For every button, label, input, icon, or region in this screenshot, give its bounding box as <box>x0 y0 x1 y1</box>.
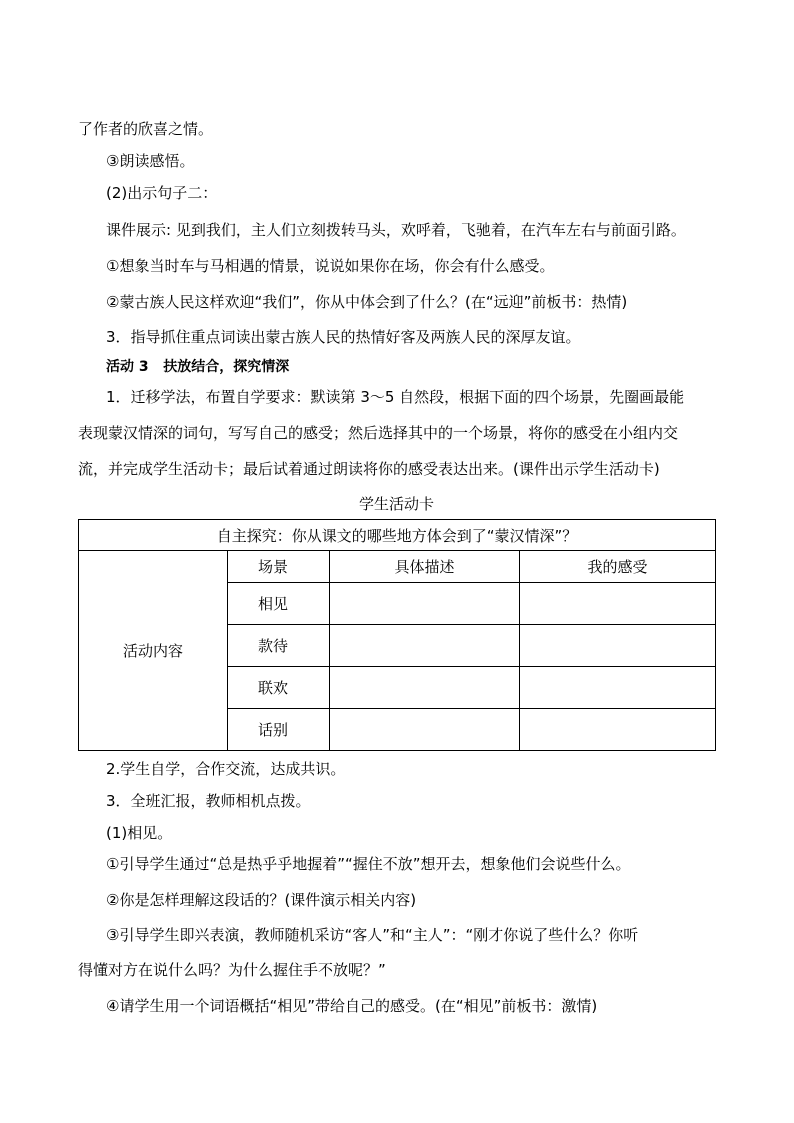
paragraph: 了作者的欣喜之情。 <box>78 120 214 138</box>
column-header-scene: 场景 <box>228 551 330 583</box>
paragraph: (2)出示句子二： <box>106 184 218 202</box>
row-label-activity-content: 活动内容 <box>79 551 228 751</box>
paragraph: ①引导学生通过“总是热乎乎地握着”“握住不放”想开去，想象他们会说些什么。 <box>106 855 631 873</box>
paragraph: 3．指导抓住重点词读出蒙古族人民的热情好客及两族人民的深厚友谊。 <box>106 328 581 346</box>
description-cell[interactable] <box>330 709 520 751</box>
activity-label: 活动 3 <box>106 359 149 375</box>
feeling-cell[interactable] <box>520 625 716 667</box>
feeling-cell[interactable] <box>520 583 716 625</box>
scene-cell: 话别 <box>228 709 330 751</box>
feeling-cell[interactable] <box>520 667 716 709</box>
courseware-quote: 课件展示: 见到我们，主人们立刻拨转马头，欢呼着，飞驰着，在汽车左右与前面引路。 <box>106 221 686 239</box>
activity-heading <box>106 357 289 377</box>
paragraph: ②蒙古族人民这样欢迎“我们”，你从中体会到了什么？(在“远迎”前板书：热情) <box>106 293 628 311</box>
column-header-feeling: 我的感受 <box>520 551 716 583</box>
instruction-line: 1．迁移学法，布置自学要求：默读第 3～5 自然段，根据下面的四个场景，先圈画最能 <box>106 388 685 406</box>
column-header-description: 具体描述 <box>330 551 520 583</box>
paragraph: 3．全班汇报，教师相机点拨。 <box>106 792 311 810</box>
paragraph: (1)相见。 <box>106 824 173 842</box>
feeling-cell[interactable] <box>520 709 716 751</box>
instruction-line: 表现蒙汉情深的词句，写写自己的感受；然后选择其中的一个场景，将你的感受在小组内交 <box>78 424 679 442</box>
student-activity-card <box>78 519 716 751</box>
paragraph: ①想象当时车与马相遇的情景，说说如果你在场，你会有什么感受。 <box>106 257 555 275</box>
scene-cell: 款待 <box>228 625 330 667</box>
instruction-line: 流，并完成学生活动卡；最后试着通过朗读将你的感受表达出来。(课件出示学生活动卡) <box>78 460 660 478</box>
scene-cell: 相见 <box>228 583 330 625</box>
paragraph: 得懂对方在说什么吗？为什么握住手不放呢？” <box>78 961 386 979</box>
description-cell[interactable] <box>330 625 520 667</box>
card-header: 自主探究：你从课文的哪些地方体会到了“蒙汉情深”？ <box>79 520 716 551</box>
scene-cell: 联欢 <box>228 667 330 709</box>
paragraph: 2.学生自学，合作交流，达成共识。 <box>106 760 346 778</box>
card-caption: 学生活动卡 <box>358 495 434 513</box>
description-cell[interactable] <box>330 583 520 625</box>
paragraph: ③引导学生即兴表演，教师随机采访“客人”和“主人”：“刚才你说了些什么？你听 <box>106 926 639 944</box>
description-cell[interactable] <box>330 667 520 709</box>
paragraph: ②你是怎样理解这段话的？(课件演示相关内容) <box>106 891 417 909</box>
activity-title: 扶放结合，探究情深 <box>163 359 290 375</box>
paragraph: ③朗读感悟。 <box>106 152 195 170</box>
paragraph: ④请学生用一个词语概括“相见”带给自己的感受。(在“相见”前板书：激情) <box>106 997 598 1015</box>
